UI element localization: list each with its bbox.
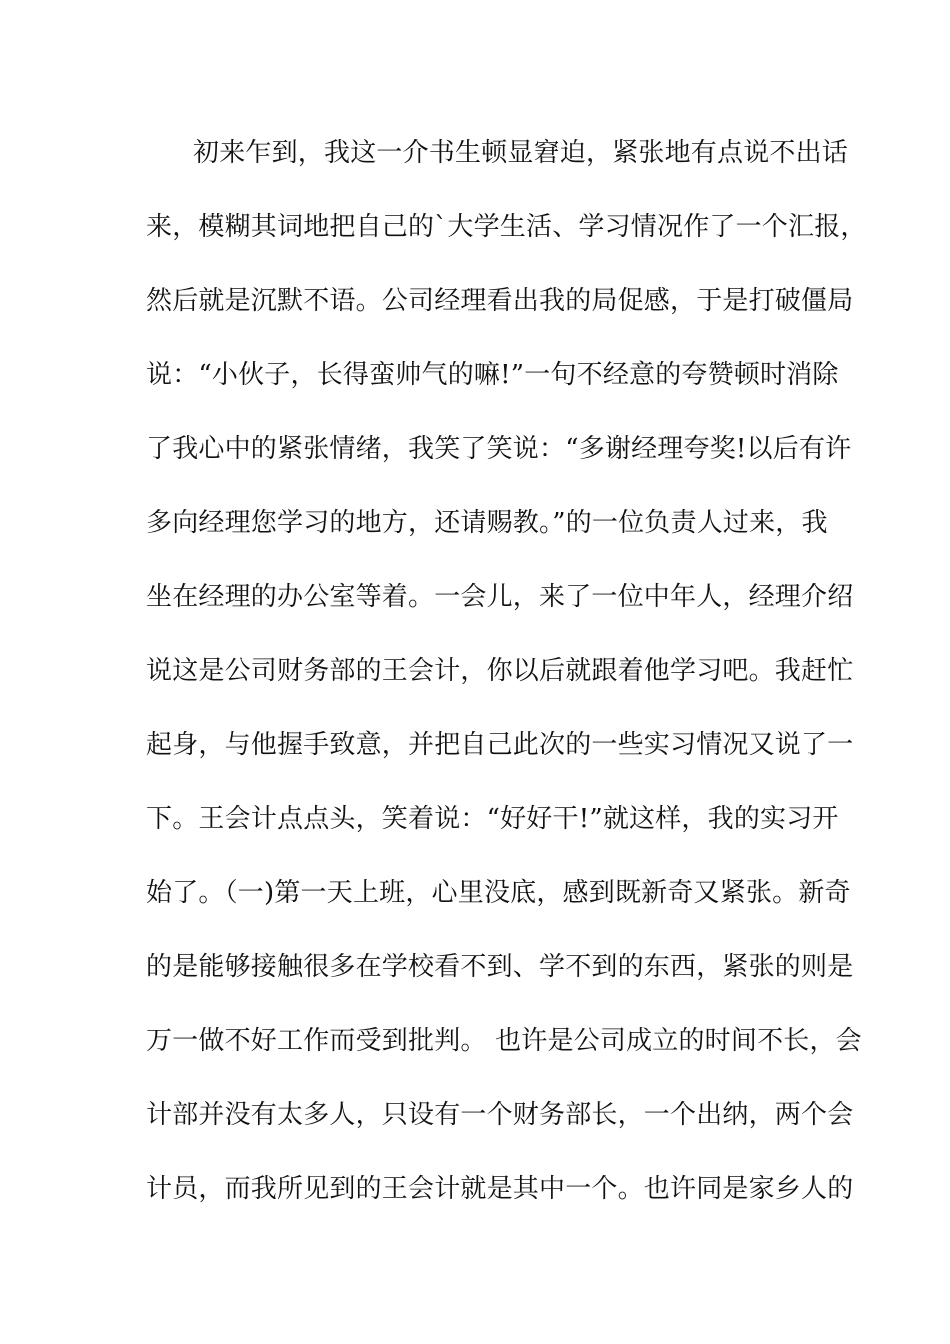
text-line: 然后就是沉默不语。公司经理看出我的局促感，于是打破僵局 [146, 286, 854, 316]
text-line: 的是能够接触很多在学校看不到、学不到的东西，紧张的则是 [146, 952, 854, 982]
text-line: 计部并没有太多人，只设有一个财务部长，一个出纳，两个会 [146, 1100, 854, 1130]
text-line: 多向经理您学习的地方，还请赐教。”的一位负责人过来，我 [146, 508, 828, 538]
text-line: 万一做不好工作而受到批判。 也许是公司成立的时间不长，会 [146, 1026, 862, 1056]
text-line: 下。王会计点点头，笑着说：“好好干!”就这样，我的实习开 [146, 804, 839, 834]
text-line: 起身，与他握手致意，并把自己此次的一些实习情况又说了一 [146, 730, 854, 760]
text-line: 计员，而我所见到的王会计就是其中一个。也许同是家乡人的 [146, 1174, 854, 1204]
text-line: 了我心中的紧张情绪，我笑了笑说：“多谢经理夸奖!以后有许 [146, 434, 852, 464]
body-paragraph [146, 130, 867, 1240]
text-line: 始了。（一)第一天上班，心里没底，感到既新奇又紧张。新奇 [146, 878, 851, 908]
text-line: 说这是公司财务部的王会计，你以后就跟着他学习吧。我赶忙 [146, 656, 854, 686]
text-line: 坐在经理的办公室等着。一会儿，来了一位中年人，经理介绍 [146, 582, 854, 612]
text-line: 初来乍到，我这一介书生顿显窘迫，紧张地有点说不出话 [193, 138, 849, 168]
text-line: 说：“小伙子，长得蛮帅气的嘛!”一句不经意的夸赞顿时消除 [146, 360, 839, 390]
text-line: 来，模糊其词地把自己的`大学生活、学习情况作了一个汇报， [146, 212, 867, 242]
